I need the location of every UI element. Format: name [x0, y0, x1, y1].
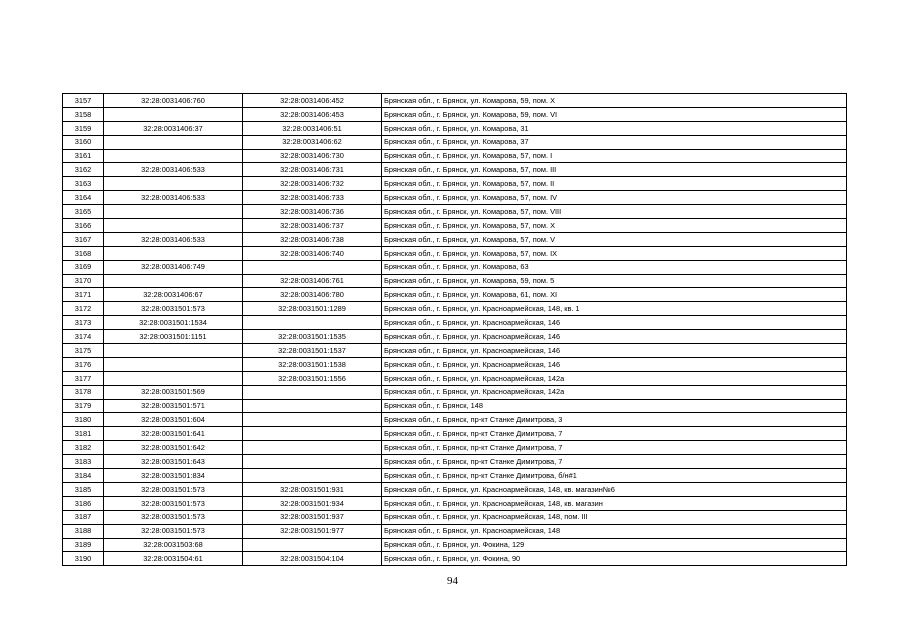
- cadastral-number-cell: 32:28:0031501:643: [104, 455, 243, 469]
- table-row: [63, 232, 847, 246]
- cadastral-number-cell: [104, 219, 243, 233]
- row-number-cell: 3163: [63, 177, 104, 191]
- address-cell: Брянская обл., г. Брянск, ул. Комарова, 31: [382, 121, 847, 135]
- row-number-cell: 3171: [63, 288, 104, 302]
- related-cadastral-number-cell: [243, 538, 382, 552]
- address-cell: Брянская обл., г. Брянск, пр-кт Станке Димитрова, б/н#1: [382, 469, 847, 483]
- cadastral-number-cell: [104, 357, 243, 371]
- table-row: [63, 94, 847, 108]
- related-cadastral-number-cell: 32:28:0031501:1538: [243, 357, 382, 371]
- registry-table: [62, 93, 847, 566]
- cadastral-number-cell: 32:28:0031406:760: [104, 94, 243, 108]
- related-cadastral-number-cell: 32:28:0031501:1537: [243, 344, 382, 358]
- table-row: [63, 330, 847, 344]
- table-row: [63, 441, 847, 455]
- related-cadastral-number-cell: 32:28:0031504:104: [243, 552, 382, 566]
- table-row: [63, 344, 847, 358]
- related-cadastral-number-cell: 32:28:0031406:738: [243, 232, 382, 246]
- related-cadastral-number-cell: 32:28:0031406:452: [243, 94, 382, 108]
- row-number-cell: 3162: [63, 163, 104, 177]
- related-cadastral-number-cell: [243, 316, 382, 330]
- related-cadastral-number-cell: [243, 413, 382, 427]
- cadastral-number-cell: [104, 107, 243, 121]
- cadastral-number-cell: 32:28:0031501:573: [104, 524, 243, 538]
- cadastral-number-cell: [104, 371, 243, 385]
- address-cell: Брянская обл., г. Брянск, ул. Комарова, 59, пом. X: [382, 94, 847, 108]
- table-row: [63, 538, 847, 552]
- table-row: [63, 357, 847, 371]
- address-cell: Брянская обл., г. Брянск, пр-кт Станке Димитрова, 7: [382, 427, 847, 441]
- address-cell: Брянская обл., г. Брянск, ул. Красноармейская, 146: [382, 344, 847, 358]
- cadastral-number-cell: 32:28:0031501:573: [104, 302, 243, 316]
- related-cadastral-number-cell: 32:28:0031501:1535: [243, 330, 382, 344]
- related-cadastral-number-cell: 32:28:0031406:62: [243, 135, 382, 149]
- row-number-cell: 3169: [63, 260, 104, 274]
- row-number-cell: 3185: [63, 482, 104, 496]
- cadastral-number-cell: 32:28:0031501:834: [104, 469, 243, 483]
- table-row: [63, 510, 847, 524]
- table-row: [63, 191, 847, 205]
- cadastral-number-cell: [104, 149, 243, 163]
- cadastral-number-cell: 32:28:0031501:641: [104, 427, 243, 441]
- cadastral-number-cell: 32:28:0031406:67: [104, 288, 243, 302]
- table-row: [63, 316, 847, 330]
- cadastral-number-cell: 32:28:0031406:533: [104, 232, 243, 246]
- cadastral-number-cell: 32:28:0031501:1534: [104, 316, 243, 330]
- table-row: [63, 469, 847, 483]
- table-row: [63, 427, 847, 441]
- address-cell: Брянская обл., г. Брянск, пр-кт Станке Димитрова, 7: [382, 455, 847, 469]
- related-cadastral-number-cell: 32:28:0031406:453: [243, 107, 382, 121]
- table-row: [63, 385, 847, 399]
- cadastral-number-cell: [104, 246, 243, 260]
- row-number-cell: 3176: [63, 357, 104, 371]
- cadastral-number-cell: [104, 135, 243, 149]
- row-number-cell: 3184: [63, 469, 104, 483]
- table-row: [63, 219, 847, 233]
- row-number-cell: 3175: [63, 344, 104, 358]
- address-cell: Брянская обл., г. Брянск, ул. Красноармейская, 142а: [382, 385, 847, 399]
- related-cadastral-number-cell: 32:28:0031501:977: [243, 524, 382, 538]
- address-cell: Брянская обл., г. Брянск, ул. Красноармейская, 148, пом. III: [382, 510, 847, 524]
- row-number-cell: 3181: [63, 427, 104, 441]
- cadastral-number-cell: 32:28:0031406:749: [104, 260, 243, 274]
- page-number: 94: [447, 575, 458, 587]
- table-row: [63, 496, 847, 510]
- related-cadastral-number-cell: [243, 385, 382, 399]
- address-cell: Брянская обл., г. Брянск, ул. Красноармейская, 148, кв. 1: [382, 302, 847, 316]
- row-number-cell: 3188: [63, 524, 104, 538]
- related-cadastral-number-cell: 32:28:0031406:731: [243, 163, 382, 177]
- table-row: [63, 260, 847, 274]
- cadastral-number-cell: [104, 274, 243, 288]
- table-row: [63, 163, 847, 177]
- related-cadastral-number-cell: 32:28:0031406:736: [243, 205, 382, 219]
- address-cell: Брянская обл., г. Брянск, ул. Комарова, 57, пом. X: [382, 219, 847, 233]
- address-cell: Брянская обл., г. Брянск, ул. Красноармейская, 146: [382, 330, 847, 344]
- address-cell: Брянская обл., г. Брянск, ул. Комарова, 57, пом. III: [382, 163, 847, 177]
- address-cell: Брянская обл., г. Брянск, ул. Комарова, 57, пом. IV: [382, 191, 847, 205]
- related-cadastral-number-cell: [243, 455, 382, 469]
- row-number-cell: 3157: [63, 94, 104, 108]
- related-cadastral-number-cell: 32:28:0031406:740: [243, 246, 382, 260]
- related-cadastral-number-cell: 32:28:0031406:733: [243, 191, 382, 205]
- cadastral-number-cell: 32:28:0031501:573: [104, 482, 243, 496]
- table-row: [63, 107, 847, 121]
- address-cell: Брянская обл., г. Брянск, ул. Фокина, 90: [382, 552, 847, 566]
- row-number-cell: 3166: [63, 219, 104, 233]
- cadastral-number-cell: [104, 344, 243, 358]
- row-number-cell: 3173: [63, 316, 104, 330]
- table-row: [63, 177, 847, 191]
- related-cadastral-number-cell: [243, 469, 382, 483]
- table-row: [63, 524, 847, 538]
- row-number-cell: 3180: [63, 413, 104, 427]
- cadastral-number-cell: 32:28:0031501:1151: [104, 330, 243, 344]
- address-cell: Брянская обл., г. Брянск, ул. Комарова, 61, пом. XI: [382, 288, 847, 302]
- table-row: [63, 552, 847, 566]
- related-cadastral-number-cell: 32:28:0031406:780: [243, 288, 382, 302]
- row-number-cell: 3159: [63, 121, 104, 135]
- related-cadastral-number-cell: 32:28:0031406:737: [243, 219, 382, 233]
- cadastral-number-cell: 32:28:0031501:604: [104, 413, 243, 427]
- cadastral-number-cell: [104, 177, 243, 191]
- address-cell: Брянская обл., г. Брянск, ул. Комарова, 59, пом. 5: [382, 274, 847, 288]
- row-number-cell: 3187: [63, 510, 104, 524]
- cadastral-number-cell: 32:28:0031503:68: [104, 538, 243, 552]
- row-number-cell: 3183: [63, 455, 104, 469]
- related-cadastral-number-cell: [243, 399, 382, 413]
- related-cadastral-number-cell: 32:28:0031501:934: [243, 496, 382, 510]
- address-cell: Брянская обл., г. Брянск, ул. Комарова, 57, пом. I: [382, 149, 847, 163]
- row-number-cell: 3168: [63, 246, 104, 260]
- row-number-cell: 3158: [63, 107, 104, 121]
- address-cell: Брянская обл., г. Брянск, ул. Комарова, 57, пом. II: [382, 177, 847, 191]
- related-cadastral-number-cell: 32:28:0031501:937: [243, 510, 382, 524]
- address-cell: Брянская обл., г. Брянск, ул. Комарова, 57, пом. VIII: [382, 205, 847, 219]
- related-cadastral-number-cell: 32:28:0031406:51: [243, 121, 382, 135]
- address-cell: Брянская обл., г. Брянск, ул. Красноармейская, 146: [382, 316, 847, 330]
- row-number-cell: 3178: [63, 385, 104, 399]
- row-number-cell: 3172: [63, 302, 104, 316]
- table-row: [63, 274, 847, 288]
- address-cell: Брянская обл., г. Брянск, ул. Красноармейская, 148, кв. магазин№6: [382, 482, 847, 496]
- table-row: [63, 205, 847, 219]
- row-number-cell: 3165: [63, 205, 104, 219]
- row-number-cell: 3179: [63, 399, 104, 413]
- cadastral-number-cell: 32:28:0031501:573: [104, 510, 243, 524]
- table-row: [63, 246, 847, 260]
- cadastral-number-cell: [104, 205, 243, 219]
- row-number-cell: 3161: [63, 149, 104, 163]
- row-number-cell: 3190: [63, 552, 104, 566]
- address-cell: Брянская обл., г. Брянск, ул. Комарова, 57, пом. V: [382, 232, 847, 246]
- related-cadastral-number-cell: [243, 441, 382, 455]
- address-cell: Брянская обл., г. Брянск, пр-кт Станке Димитрова, 7: [382, 441, 847, 455]
- row-number-cell: 3177: [63, 371, 104, 385]
- table-row: [63, 482, 847, 496]
- cadastral-number-cell: 32:28:0031501:642: [104, 441, 243, 455]
- table-row: [63, 149, 847, 163]
- row-number-cell: 3170: [63, 274, 104, 288]
- address-cell: Брянская обл., г. Брянск, ул. Комарова, 59, пом. VI: [382, 107, 847, 121]
- row-number-cell: 3182: [63, 441, 104, 455]
- registry-table-body: [63, 94, 847, 566]
- table-row: [63, 121, 847, 135]
- cadastral-number-cell: 32:28:0031406:533: [104, 191, 243, 205]
- address-cell: Брянская обл., г. Брянск, 148: [382, 399, 847, 413]
- address-cell: Брянская обл., г. Брянск, ул. Красноармейская, 148: [382, 524, 847, 538]
- related-cadastral-number-cell: 32:28:0031406:761: [243, 274, 382, 288]
- cadastral-number-cell: 32:28:0031501:571: [104, 399, 243, 413]
- related-cadastral-number-cell: [243, 260, 382, 274]
- table-row: [63, 135, 847, 149]
- address-cell: Брянская обл., г. Брянск, ул. Красноармейская, 148, кв. магазин: [382, 496, 847, 510]
- row-number-cell: 3167: [63, 232, 104, 246]
- address-cell: Брянская обл., г. Брянск, ул. Комарова, 63: [382, 260, 847, 274]
- table-row: [63, 288, 847, 302]
- table-row: [63, 455, 847, 469]
- row-number-cell: 3160: [63, 135, 104, 149]
- address-cell: Брянская обл., г. Брянск, пр-кт Станке Димитрова, 3: [382, 413, 847, 427]
- related-cadastral-number-cell: 32:28:0031406:732: [243, 177, 382, 191]
- row-number-cell: 3174: [63, 330, 104, 344]
- address-cell: Брянская обл., г. Брянск, ул. Красноармейская, 142а: [382, 371, 847, 385]
- table-row: [63, 413, 847, 427]
- cadastral-number-cell: 32:28:0031504:61: [104, 552, 243, 566]
- row-number-cell: 3164: [63, 191, 104, 205]
- cadastral-number-cell: 32:28:0031406:37: [104, 121, 243, 135]
- row-number-cell: 3189: [63, 538, 104, 552]
- cadastral-number-cell: 32:28:0031501:573: [104, 496, 243, 510]
- related-cadastral-number-cell: 32:28:0031501:1289: [243, 302, 382, 316]
- address-cell: Брянская обл., г. Брянск, ул. Комарова, 57, пом. IX: [382, 246, 847, 260]
- table-row: [63, 399, 847, 413]
- address-cell: Брянская обл., г. Брянск, ул. Фокина, 129: [382, 538, 847, 552]
- cadastral-number-cell: 32:28:0031406:533: [104, 163, 243, 177]
- address-cell: Брянская обл., г. Брянск, ул. Комарова, 37: [382, 135, 847, 149]
- row-number-cell: 3186: [63, 496, 104, 510]
- related-cadastral-number-cell: [243, 427, 382, 441]
- related-cadastral-number-cell: 32:28:0031406:730: [243, 149, 382, 163]
- cadastral-number-cell: 32:28:0031501:569: [104, 385, 243, 399]
- table-row: [63, 302, 847, 316]
- related-cadastral-number-cell: 32:28:0031501:1556: [243, 371, 382, 385]
- table-row: [63, 371, 847, 385]
- related-cadastral-number-cell: 32:28:0031501:931: [243, 482, 382, 496]
- address-cell: Брянская обл., г. Брянск, ул. Красноармейская, 146: [382, 357, 847, 371]
